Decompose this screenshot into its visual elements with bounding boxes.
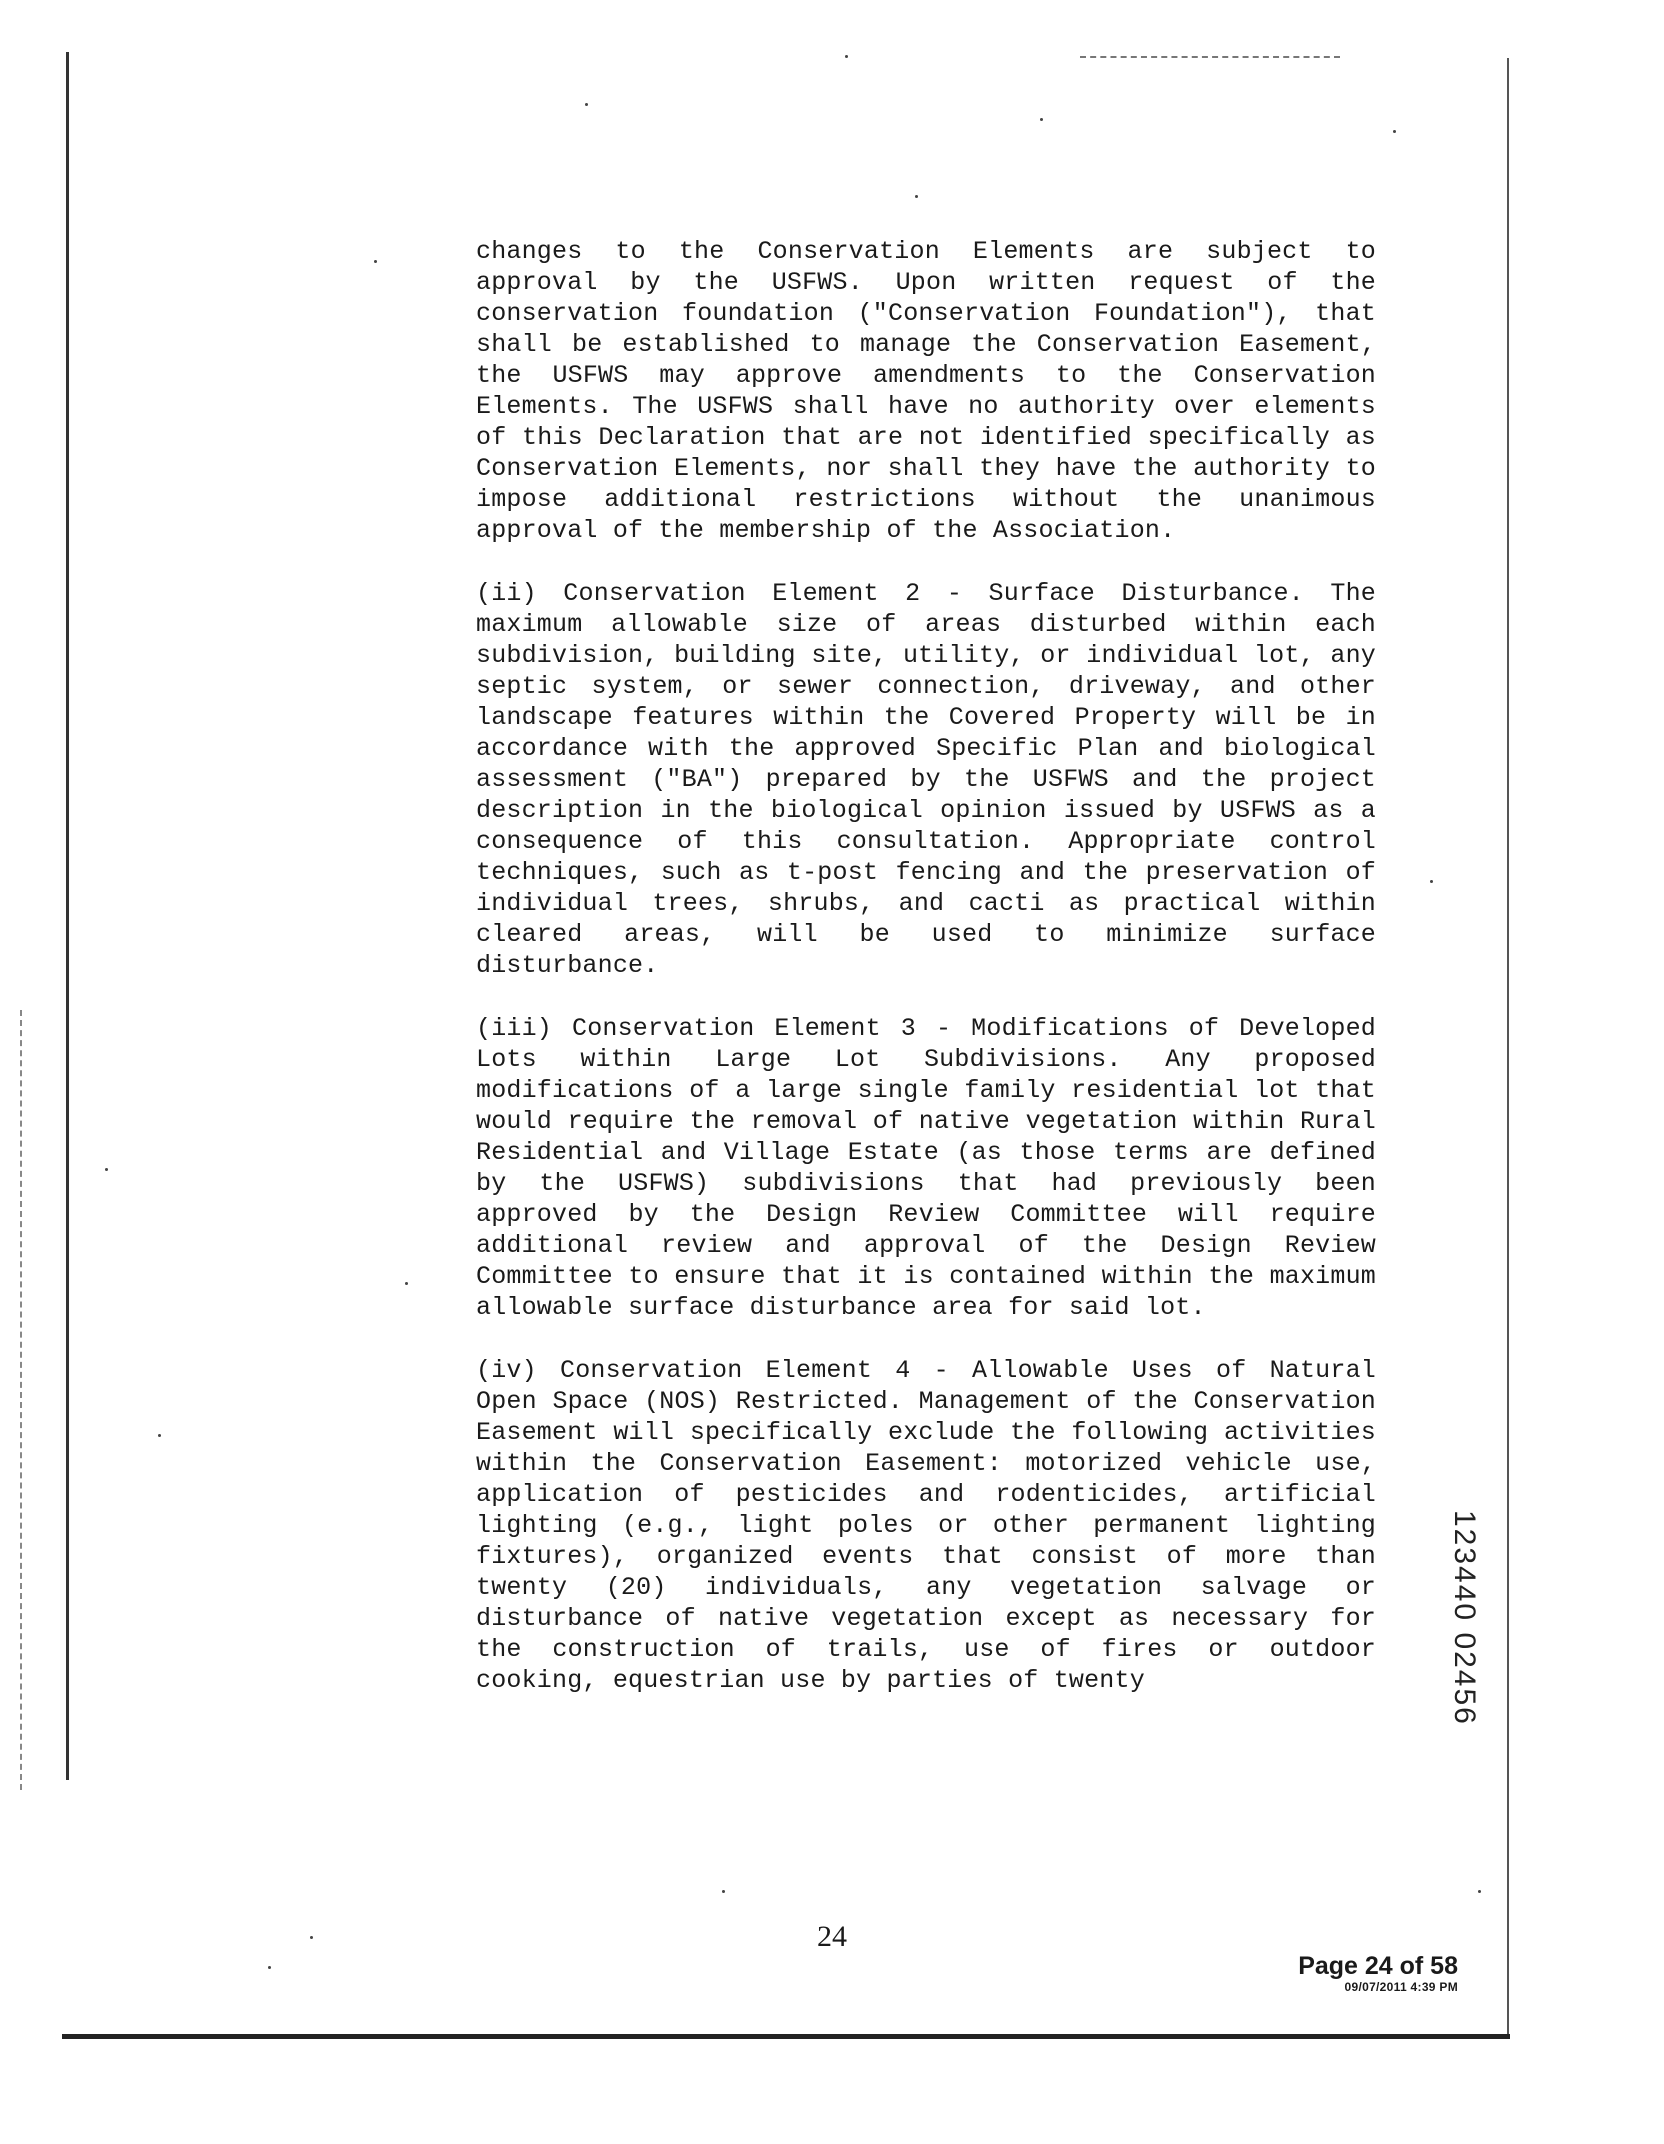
- scan-border-left: [66, 52, 69, 1780]
- scan-speck: [845, 55, 848, 58]
- scan-speck: [722, 1890, 725, 1893]
- paragraph-conservation-elements-approval: changes to the Conservation Elements are subject to approval by the USFWS. Upon written request of the conservation foundation ("Conservation Foundation"), that shall be established to manage the Conservation Easement, the USFWS may approve amendments to the Conservation Elements. The USFWS shall have no authority over elements of this Declaration that are not identified specifically as Conservation Elements, nor shall they have the authority to impose additional restrictions without the unanimous approval of the membership of the Association.: [476, 237, 1376, 545]
- page-stamp-date: 09/07/2011 4:39 PM: [1344, 1980, 1458, 1994]
- scan-speck: [1040, 118, 1043, 121]
- scan-speck: [374, 260, 377, 263]
- scan-margin-ticks: [20, 1010, 24, 1790]
- page-number: 24: [817, 1920, 847, 1953]
- recording-number: 123440 02456: [1448, 1510, 1481, 1726]
- page-stamp: [1298, 1952, 1458, 1994]
- scan-speck: [915, 195, 918, 198]
- scan-speck: [1393, 130, 1396, 133]
- scan-speck: [158, 1434, 161, 1437]
- scan-speck: [268, 1966, 271, 1969]
- scan-border-right: [1507, 58, 1509, 2038]
- paragraph-element-4-allowable-uses: (iv) Conservation Element 4 - Allowable Uses of Natural Open Space (NOS) Restricted. Management of the Conservation Easement will specifically exclude the following activities within the Conservation Easement: motorized vehicle use, application of pesticides and rodenticides, artificial lighting (e.g., light poles or other permanent lighting fixtures), organized events that consist of more than twenty (20) individuals, any vegetation salvage or disturbance of native vegetation except as necessary for the construction of trails, use of fires or outdoor cooking, equestrian use by parties of twenty: [476, 1356, 1376, 1695]
- scan-speck: [105, 1168, 108, 1171]
- scan-speck: [1430, 880, 1433, 883]
- paragraph-element-2-surface-disturbance: (ii) Conservation Element 2 - Surface Disturbance. The maximum allowable size of areas disturbed within each subdivision, building site, utility, or individual lot, any septic system, or sewer connection, driveway, and other landscape features within the Covered Property will be in accordance with the approved Specific Plan and biological assessment ("BA") prepared by the USFWS and the project description in the biological opinion issued by USFWS as a consequence of this consultation. Appropriate control techniques, such as t-post fencing and the preservation of individual trees, shrubs, and cacti as practical within cleared areas, will be used to minimize surface disturbance.: [476, 579, 1376, 980]
- page-stamp-label: Page 24 of 58: [1298, 1952, 1458, 1980]
- scan-speck: [585, 103, 588, 106]
- scan-speck: [405, 1282, 408, 1285]
- scan-border-top: [1080, 56, 1340, 60]
- document-body: [476, 236, 1376, 1728]
- paragraph-element-3-modifications: (iii) Conservation Element 3 - Modifications of Developed Lots within Large Lot Subdivisions. Any proposed modifications of a large single family residential lot that would require the removal of native vegetation within Rural Residential and Village Estate (as those terms are defined by the USFWS) subdivisions that had previously been approved by the Design Review Committee will require additional review and approval of the Design Review Committee to ensure that it is contained within the maximum allowable surface disturbance area for said lot.: [476, 1014, 1376, 1322]
- scan-border-bottom: [62, 2034, 1510, 2039]
- scan-speck: [1478, 1890, 1481, 1893]
